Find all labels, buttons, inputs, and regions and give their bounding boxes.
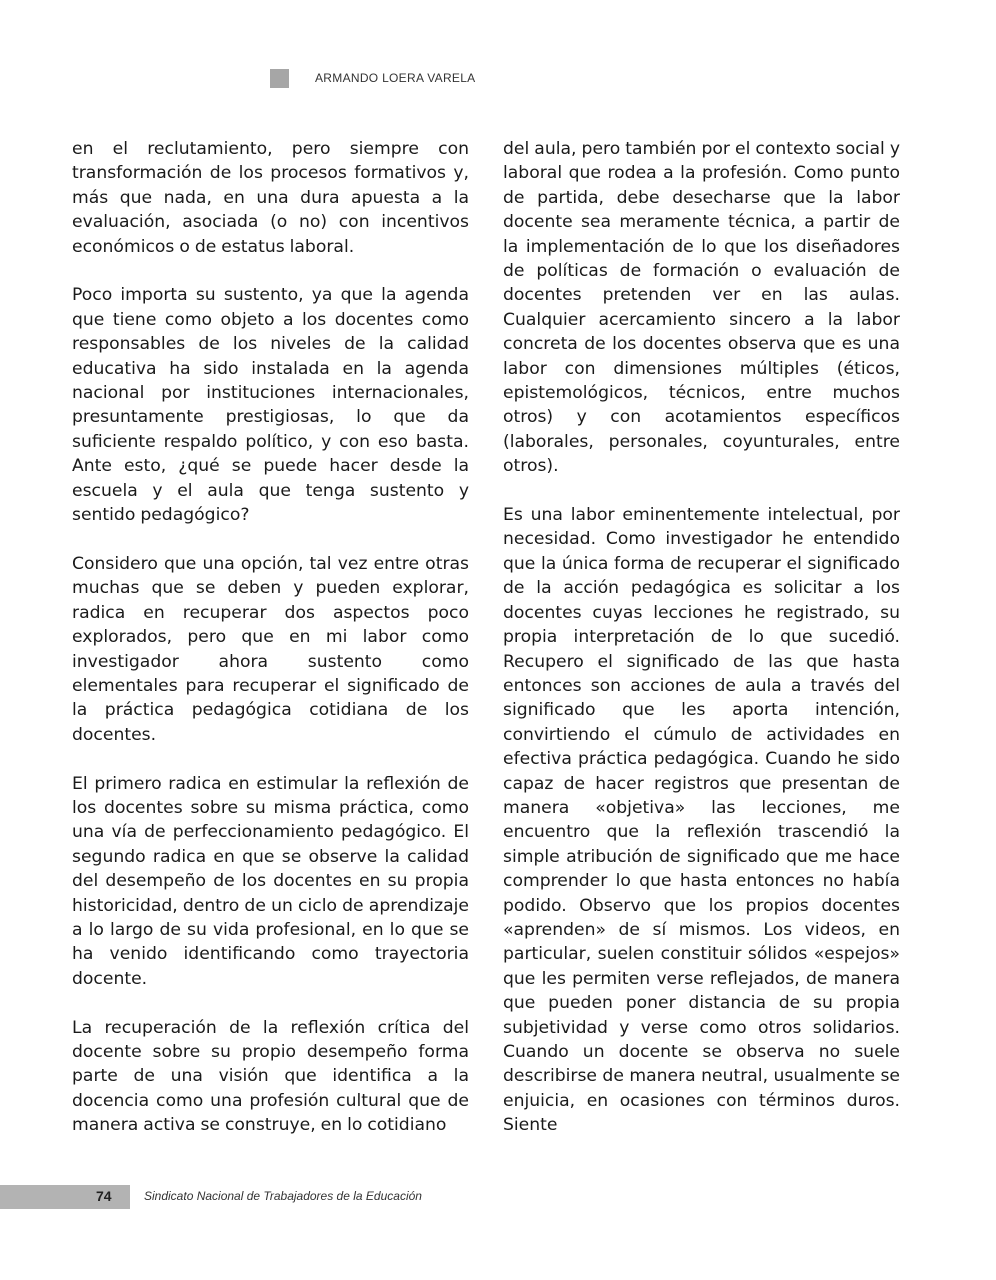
- running-header: [270, 68, 476, 88]
- header-square-mark: [270, 69, 289, 88]
- paragraph: El primero radica en estimular la reflexión de los docentes sobre su misma práctica, como una vía de perfeccionamiento pedagógico. El segundo radica en que se observe la calidad del desempeño de los docentes en su propia historicidad, dentro de un ciclo de aprendizaje a lo largo de su vida profesional, en lo que se ha venido identificando como trayectoria docente.: [72, 773, 469, 989]
- header-author: ARMANDO LOERA VARELA: [315, 71, 476, 85]
- paragraph: Poco importa su sustento, ya que la agenda que tiene como objeto a los docentes como responsables de los niveles de la calidad educativa ha sido instalada en la agenda nacional por instituciones internacionales, presuntamente prestigiosas, lo que da suficiente respaldo político, y con eso basta. Ante esto, ¿qué se puede hacer desde la escuela y el aula que tenga sustento y sentido pedagógico?: [72, 285, 469, 526]
- right-column: [503, 137, 900, 1162]
- left-column: [72, 137, 469, 1162]
- paragraph: Considero que una opción, tal vez entre otras muchas que se deben y pueden explorar, radica en recuperar dos aspectos poco explorados, pero que en mi labor como investigador ahora sustento como elementales para recuperar el significado de la práctica pedagógica cotidiana de los docentes.: [72, 553, 469, 745]
- paragraph: Es una labor eminentemente intelectual, por necesidad. Como investigador he entendido que la única forma de recuperar el significado de la acción pedagógica es solicitar a los docentes cuyas lecciones he registrado, su propia interpretación de lo que sucedió. Recupero el significado de las que hasta entonces son acciones de aula a través del significado que les aporta intención, convirtiendo el cúmulo de actividades en efectiva práctica pedagógica. Cuando he sido capaz de hacer registros que presentan de manera «objetiva» las lecciones, me encuentro que la reflexión trascendió la simple atribución de significado que me hace comprender lo que hasta entonces no había podido. Observo que los propios docentes «aprenden» de sí mismos. Los videos, en particular, suelen constituir sólidos «espejos» que les permiten verse reflejados, de manera que pueden poner distancia de su propia subjetividad y verse como otros solidarios. Cuando un docente se observa no suele describirse de manera neutral, usualmente se enjuicia, en ocasiones con términos duros. Siente: [503, 505, 900, 1136]
- page-number: 74: [96, 1188, 112, 1204]
- paragraph: La recuperación de la reflexión crítica del docente sobre su propio desempeño forma parte de una visión que identifica a la docencia como una profesión cultural que de manera activa se construye, en lo cotidiano: [72, 1017, 469, 1136]
- paragraph: del aula, pero también por el contexto social y laboral que rodea a la profesión. Como punto de partida, debe desecharse que la labor docente sea meramente técnica, a partir de la implementación de lo que los diseñadores de políticas de formación o evaluación de docentes pretenden ver en las aulas. Cualquier acercamiento sincero a la labor concreta de los docentes observa que es una labor con dimensiones múltiples (éticos, epistemológicos, técnicos, entre muchos otros) y con acotamientos específicos (laborales, personales, coyunturales, entre otros).: [503, 139, 900, 477]
- footer-publication: Sindicato Nacional de Trabajadores de la Educación: [144, 1189, 422, 1203]
- page-footer: [0, 1185, 996, 1209]
- paragraph: en el reclutamiento, pero siempre con transformación de los procesos formativos y, más que nada, en una dura apuesta a la evaluación, asociada (o no) con incentivos económicos o de estatus laboral.: [72, 139, 469, 257]
